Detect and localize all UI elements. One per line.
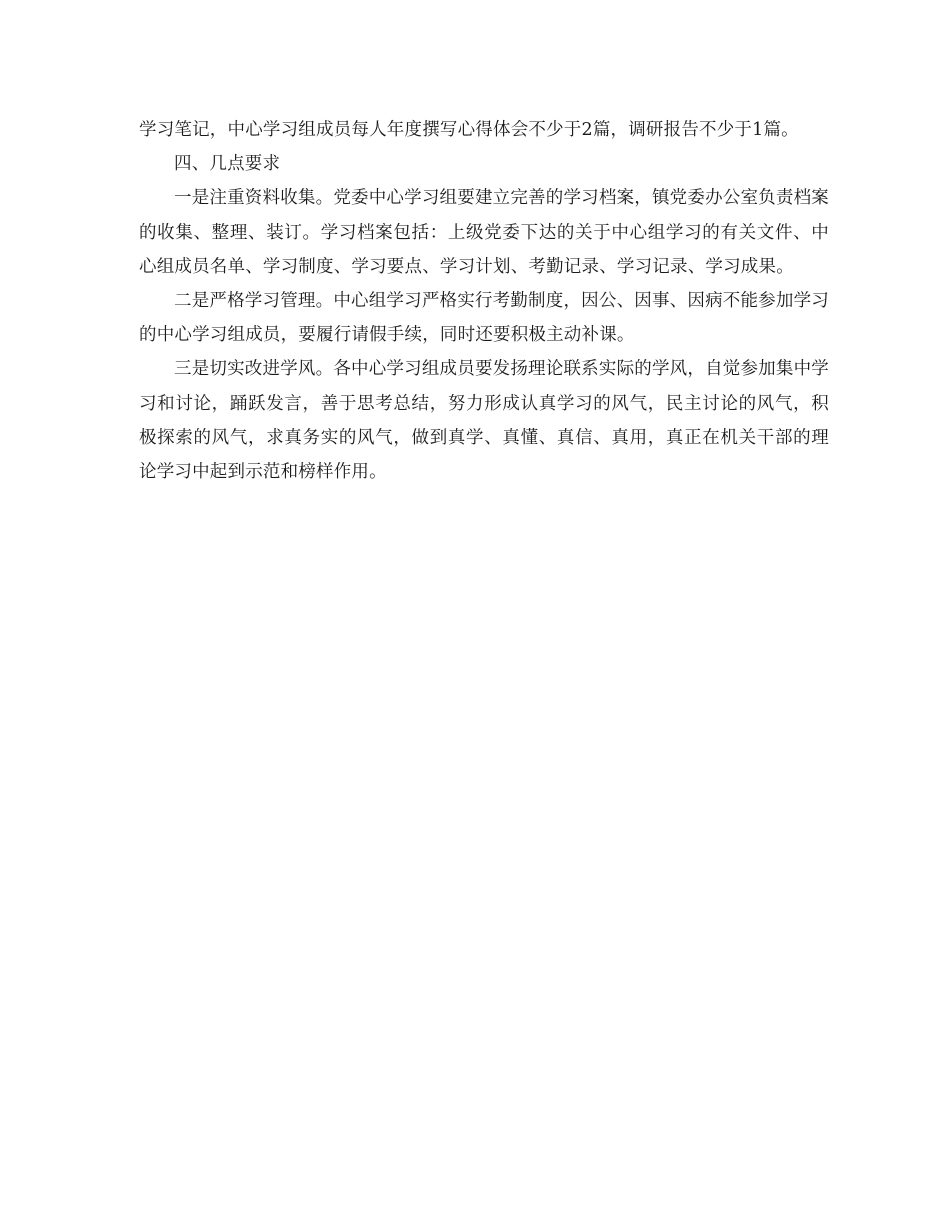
document-body [139, 113, 829, 489]
paragraph-study-notes: 学习笔记，中心学习组成员每人年度撰写心得体会不少于2篇，调研报告不少于1篇。 [139, 120, 799, 140]
paragraph-study-management: 二是严格学习管理。中心组学习严格实行考勤制度，因公、因事、因病不能参加学习的中心学习组成员，要履行请假手续，同时还要积极主动补课。 [139, 291, 829, 346]
section-heading-requirements: 四、几点要求 [174, 154, 281, 175]
paragraph-material-collection: 一是注重资料收集。党委中心学习组要建立完善的学习档案，镇党委办公室负责档案的收集、整理、装订。学习档案包括：上级党委下达的关于中心组学习的有关文件、中心组成员名单、学习制度、学习要点、学习计划、考勤记录、学习记录、学习成果。 [139, 188, 829, 277]
paragraph-study-style: 三是切实改进学风。各中心学习组成员要发扬理论联系实际的学风，自觉参加集中学习和讨论，踊跃发言，善于思考总结，努力形成认真学习的风气，民主讨论的风气，积极探索的风气，求真务实的风气，做到真学、真懂、真信、真用，真正在机关干部的理论学习中起到示范和榜样作用。 [139, 359, 829, 483]
